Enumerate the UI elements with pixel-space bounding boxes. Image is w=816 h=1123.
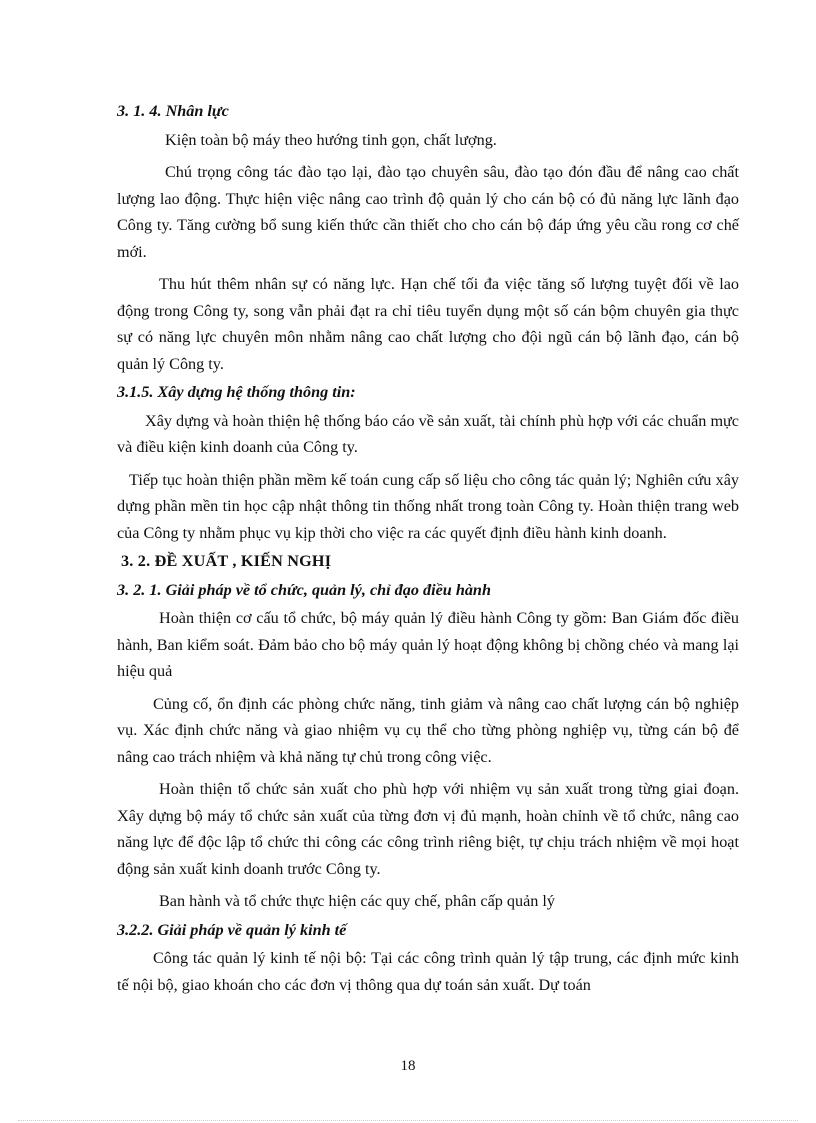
paragraph: Tiếp tục hoàn thiện phần mềm kế toán cung cấp số liệu cho công tác quản lý; Nghiên cứu xây dựng phần mền tin học cập nhật thông tin thống nhất trong toàn Công ty. Hoàn thiện trang web của Công ty nhằm phục vụ kịp thời cho việc ra các quyết định điều hành kinh doanh. <box>117 470 739 542</box>
paragraph: Ban hành và tổ chức thực hiện các quy chế, phân cấp quản lý <box>159 892 556 910</box>
paragraph: Củng cố, ổn định các phòng chức năng, tinh giảm và nâng cao chất lượng cán bộ nghiệp vụ. Xác định chức năng và giao nhiệm vụ cụ thể cho từng phòng nghiệp vụ, từng cán bộ để nâng cao trách nhiệm và khả năng tự chủ trong công việc. <box>117 694 739 766</box>
heading-3-2-2: 3.2.2. Giải pháp về quản lý kinh tế <box>117 920 347 939</box>
heading-3-1-5: 3.1.5. Xây dựng hệ thống thông tin: <box>117 383 356 401</box>
paragraph: Thu hút thêm nhân sự có năng lực. Hạn chế tối đa việc tăng số lượng tuyệt đối về lao động trong Công ty, song vẫn phải đạt ra chỉ tiêu tuyển dụng một số cán bộm chuyên gia thực sự có năng lực chuyên môn nhằm nâng cao chất lượng cho đội ngũ cán bộ lãnh đạo, cán bộ quản lý Công ty. <box>117 275 739 373</box>
heading-3-2-1: 3. 2. 1. Giải pháp về tổ chức, quản lý, chỉ đạo điều hành <box>117 580 491 599</box>
paragraph: Chú trọng công tác đào tạo lại, đào tạo chuyên sâu, đào tạo đón đầu để nâng cao chất lượng lao động. Thực hiện việc nâng cao trình độ quản lý cho cán bộ có đủ năng lực lãnh đạo Công ty. Tăng cường bổ sung kiến thức cần thiết cho cho cán bộ đáp ứng yêu cầu rong cơ chế mới. <box>117 163 739 261</box>
heading-3-2: 3. 2. ĐỀ XUẤT , KIẾN NGHỊ <box>121 552 332 570</box>
page-number: 18 <box>400 1058 416 1074</box>
paragraph: Hoàn thiện cơ cấu tổ chức, bộ máy quản lý điều hành Công ty gồm: Ban Giám đốc điều hành, Ban kiểm soát. Đảm bảo cho bộ máy quản lý hoạt động không bị chồng chéo và mang lại hiệu quả <box>117 609 739 680</box>
page-content <box>117 96 739 998</box>
paragraph: Hoàn thiện tổ chức sản xuất cho phù hợp với nhiệm vụ sản xuất trong từng giai đoạn. Xây dựng bộ máy tổ chức sản xuất của từng đơn vị đủ mạnh, hoàn chỉnh về tổ chức, nâng cao năng lực để độc lập tổ chức thi công các công trình riêng biệt, tự chịu trách nhiệm về mọi hoạt động sản xuất kinh doanh trước Công ty. <box>117 780 739 878</box>
page-bottom-divider <box>18 1120 798 1121</box>
paragraph: Xây dựng và hoàn thiện hệ thống báo cáo về sản xuất, tài chính phù hợp với các chuẩn mực và điều kiện kinh doanh của Công ty. <box>117 411 739 456</box>
heading-3-1-4: 3. 1. 4. Nhân lực <box>117 102 229 120</box>
paragraph: Kiện toàn bộ máy theo hướng tinh gọn, chất lượng. <box>165 130 497 149</box>
paragraph: Công tác quản lý kinh tế nội bộ: Tại các công trình quản lý tập trung, các định mức kinh tế nội bộ, giao khoán cho các đơn vị thông qua dự toán sản xuất. Dự toán <box>117 949 739 994</box>
